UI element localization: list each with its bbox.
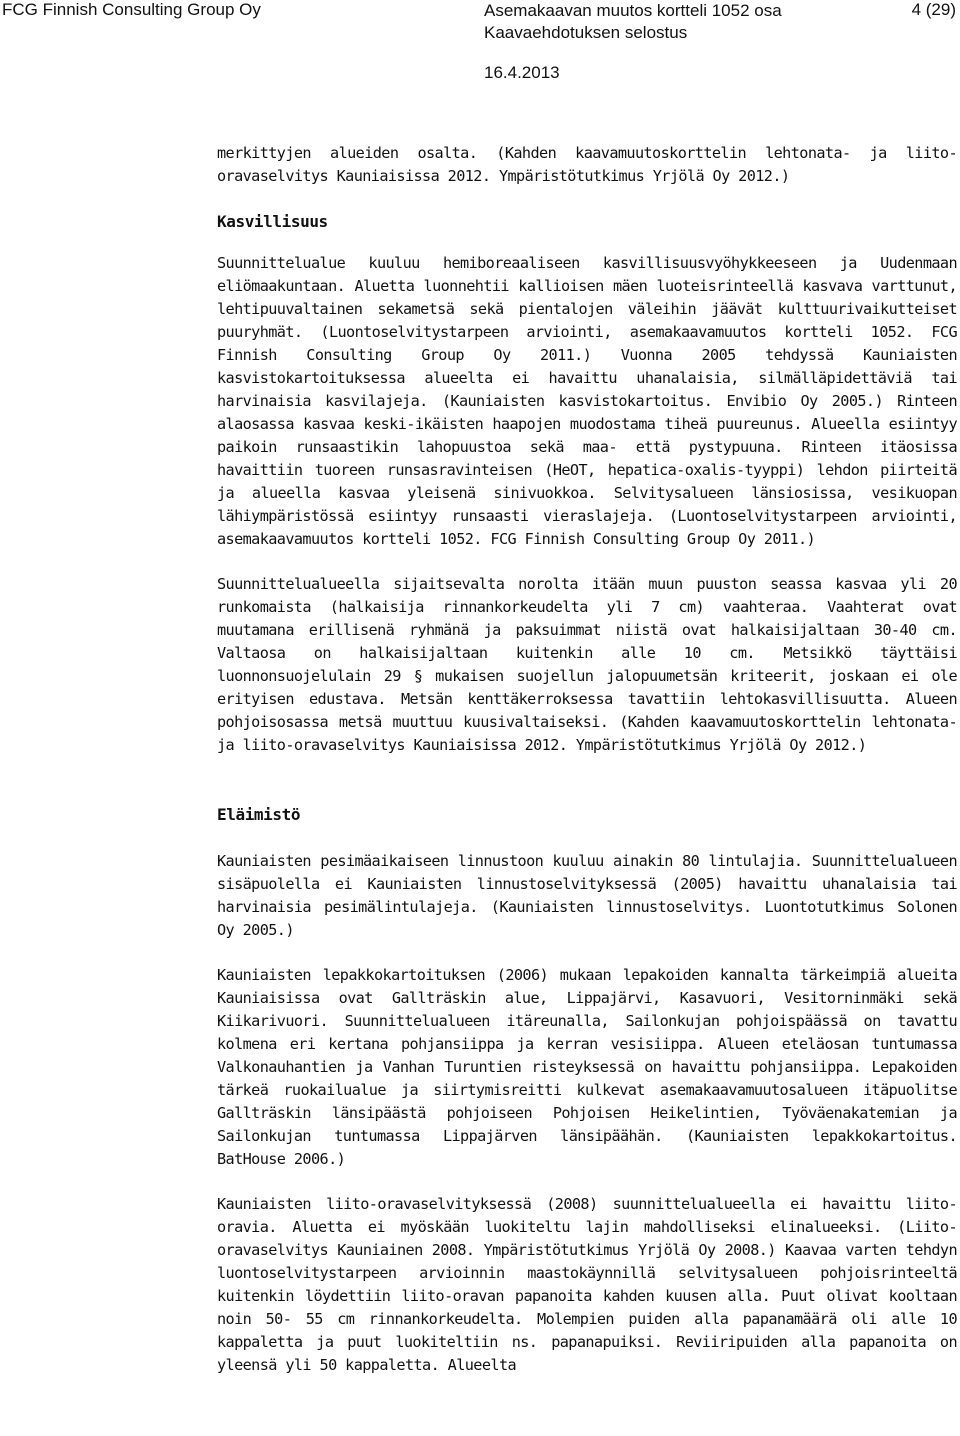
section-heading-kasvillisuus: Kasvillisuus [217, 212, 328, 231]
kasvillisuus-paragraph-2: Suunnittelualueella sijaitsevalta norolta itään muun puuston seassa kasvaa yli 20 runkomaista (halkaisija rinnankorkeudelta yli 7 cm) vaahteraa. Vaahterat ovat muutamana erillisenä ryhmänä ja paksuimmat niistä ovat halkaisijaltaan 30-40 cm. Valtaosa on halkaisijaltaan kuitenkin alle 10 cm. Metsikkö täyttäisi luonnonsuojelulain 29 § mukaisen suojellun jalopuumetsän kriteerit, joskaan ei ole erityisen edustava. Metsän kenttäkerroksessa tavattiin lehtokasvillisuutta. Alueen pohjoisosassa metsä muuttuu kuusivaltaiseksi. (Kahden kaavamuutoskorttelin lehtonata- ja liito-oravaselvitys Kauniaisissa 2012. Ympäristötutkimus Yrjölä Oy 2012.) [217, 575, 957, 754]
document-date: 16.4.2013 [484, 63, 560, 82]
section-heading-elaimisto: Eläimistö [217, 805, 301, 824]
page-header [0, 0, 960, 90]
document-body [217, 142, 957, 1377]
document-title-line1: Asemakaavan muutos kortteli 1052 osa [484, 1, 782, 20]
company-name: FCG Finnish Consulting Group Oy [2, 0, 261, 19]
page-number: 4 (29) [911, 0, 956, 19]
elaimisto-paragraph-1: Kauniaisten pesimäaikaiseen linnustoon kuuluu ainakin 80 lintulajia. Suunnittelualueen sisäpuolella ei Kauniaisten linnustoselvityksessä (2005) havaittu uhanalaisia tai harvinaisia pesimälintulajeja. (Kauniaisten linnustoselvitys. Luontotutkimus Solonen Oy 2005.) [217, 852, 957, 939]
elaimisto-paragraph-2: Kauniaisten lepakkokartoituksen (2006) mukaan lepakoiden kannalta tärkeimpiä alueita Kauniaisissa ovat Gallträskin alue, Lippajärvi, Kasavuori, Vesitorninmäki sekä Kiikarivuori. Suunnittelualueen itäreunalla, Sailonkujan pohjoispäässä on tavattu kolmena eri kertana pohjansiippa ja kerran vesisiippa. Alueen eteläosan tuntumassa Valkonauhantien ja Vanhan Turuntien risteyksessä on havaittu pohjansiippa. Lepakoiden tärkeä ruokailualue ja siirtymisreitti kulkevat asemakaavamuutosalueen itäpuolitse Gallträskin länsipäästä pohjoiseen Pohjoisen Heikelintien, Työväenakatemian ja Sailonkujan tuntumassa Lippajärven länsipäähän. (Kauniaisten lepakkokartoitus. BatHouse 2006.) [217, 966, 957, 1168]
document-title-line2: Kaavaehdotuksen selostus [484, 23, 688, 42]
intro-paragraph: merkittyjen alueiden osalta. (Kahden kaavamuutoskorttelin lehtonata- ja liito-oravaselvitys Kauniaisissa 2012. Ympäristötutkimus Yrjölä Oy 2012.) [217, 144, 957, 185]
document-title [484, 0, 782, 44]
kasvillisuus-paragraph-1: Suunnittelualue kuuluu hemiboreaaliseen kasvillisuusvyöhykkeeseen ja Uudenmaan eliömaakuntaan. Aluetta luonnehtii kallioisen mäen luoteisrinteellä kasvava varttunut, lehtipuuvaltainen sekametsä sekä pientalojen väleihin jäävät kulttuurivaikutteiset puuryhmät. (Luontoselvitystarpeen arviointi, asemakaavamuutos kortteli 1052. FCG Finnish Consulting Group Oy 2011.) Vuonna 2005 tehdyssä Kauniaisten kasvistokartoituksessa alueelta ei havaittu uhanalaisia, silmälläpidettäviä tai harvinaisia kasvilajeja. (Kauniaisten kasvistokartoitus. Envibio Oy 2005.) Rinteen alaosassa kasvaa keski-ikäisten haapojen muodostama tiheä puureunus. Alueella esiintyy paikoin runsaastikin lahopuustoa sekä maa- että pystypuuna. Rinteen itäosissa havaittiin tuoreen runsasravinteisen (HeOT, hepatica-oxalis-tyyppi) lehdon piirteitä ja alueella kasvaa yleisenä sinivuokkoa. Selvitysalueen länsiosissa, vesikuopan lähiympäristössä esiintyy runsaasti vieraslajeja. (Luontoselvitystarpeen arviointi, asemakaavamuutos kortteli 1052. FCG Finnish Consulting Group Oy 2011.) [217, 254, 957, 548]
elaimisto-paragraph-3: Kauniaisten liito-oravaselvityksessä (2008) suunnittelualueella ei havaittu liito-oravia. Aluetta ei myöskään luokiteltu lajin mahdolliseksi elinalueeksi. (Liito-oravaselvitys Kauniainen 2008. Ympäristötutkimus Yrjölä Oy 2008.) Kaavaa varten tehdyn luontoselvitystarpeen arvioinnin maastokäynnillä selvitysalueen pohjoisrinteeltä kuitenkin löydettiin liito-oravan papanoita kahden kuusen alla. Puut olivat kooltaan noin 50- 55 cm rinnankorkeudelta. Molempien puiden alla papanamäärä oli alle 10 kappaletta ja puut luokiteltiin ns. papanapuiksi. Reviiripuiden alla papanoita on yleensä yli 50 kappaletta. Alueelta [217, 1195, 957, 1374]
